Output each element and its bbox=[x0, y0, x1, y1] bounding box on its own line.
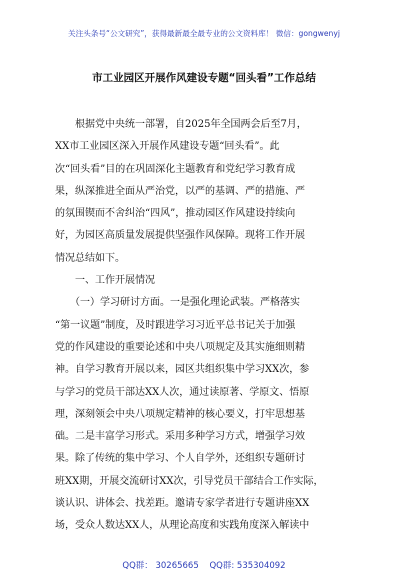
body-line: “第一议题”制度，及时跟进学习习近平总书记关于加强 bbox=[55, 319, 296, 331]
body-line: （一）学习研讨方面。一是强化理论武装。严格落实 bbox=[55, 297, 300, 309]
body-line: 场，受众人数达XX人，从理论高度和实践角度深入解读中 bbox=[55, 520, 310, 532]
qq-group-1: QQ群： 30265665 bbox=[122, 561, 199, 571]
body-line: 神。自学习教育开展以来，园区共组织集中学习XX次，参 bbox=[55, 364, 310, 376]
body-line: 党的作风建设的重要论述和中央八项规定及其实施细则精 bbox=[55, 341, 305, 353]
body-line: 的氛围锲而不舍纠治“四风”，推动园区作风建设持续向 bbox=[55, 208, 296, 220]
section-heading: 一、工作开展情况 bbox=[55, 275, 155, 287]
document-title: 市工业园区开展作风建设专题“回头看”工作总结 bbox=[92, 72, 316, 84]
body-line: 情况总结如下。 bbox=[55, 252, 125, 264]
body-line: 次“回头看”目的在巩固深化主题教育和党纪学习教育成 bbox=[55, 163, 296, 175]
body-line: 果，纵深推进全面从严治党，以严的基调、严的措施、严 bbox=[55, 185, 305, 197]
body-line: 础。二是丰富学习形式。采用多种学习方式，增强学习效 bbox=[55, 431, 305, 443]
document-body bbox=[55, 114, 355, 538]
body-line: 根据党中央统一部署，自2025年全国两会后至7月， bbox=[55, 119, 307, 130]
body-line: 好，为园区高质量发展提供坚强作风保障。现将工作开展 bbox=[55, 230, 305, 242]
promo-header: 关注头条号“公文研究”，获得最新最全最专业的公文资料库！ 微信：gongwenyj bbox=[68, 29, 340, 38]
qq-group-2: QQ群: 535304092 bbox=[209, 561, 286, 571]
body-line: 谈认识、讲体会、找差距。邀请专家学者进行专题讲座XX bbox=[55, 498, 310, 510]
body-line: 理，深刻领会中央八项规定精神的核心要义，打牢思想基 bbox=[55, 408, 305, 420]
body-line: XX市工业园区深入开展作风建设专题“回头看”。此 bbox=[55, 141, 280, 153]
body-line: 与学习的党员干部达XX人次，通过读原著、学原文、悟原 bbox=[55, 386, 310, 398]
qq-footer bbox=[0, 559, 408, 571]
body-line: 果。除了传统的集中学习、个人自学外，还组织专题研讨 bbox=[55, 453, 305, 465]
body-line: 班XX期，开展交流研讨XX次，引导党员干部结合工作实际， bbox=[55, 475, 324, 487]
